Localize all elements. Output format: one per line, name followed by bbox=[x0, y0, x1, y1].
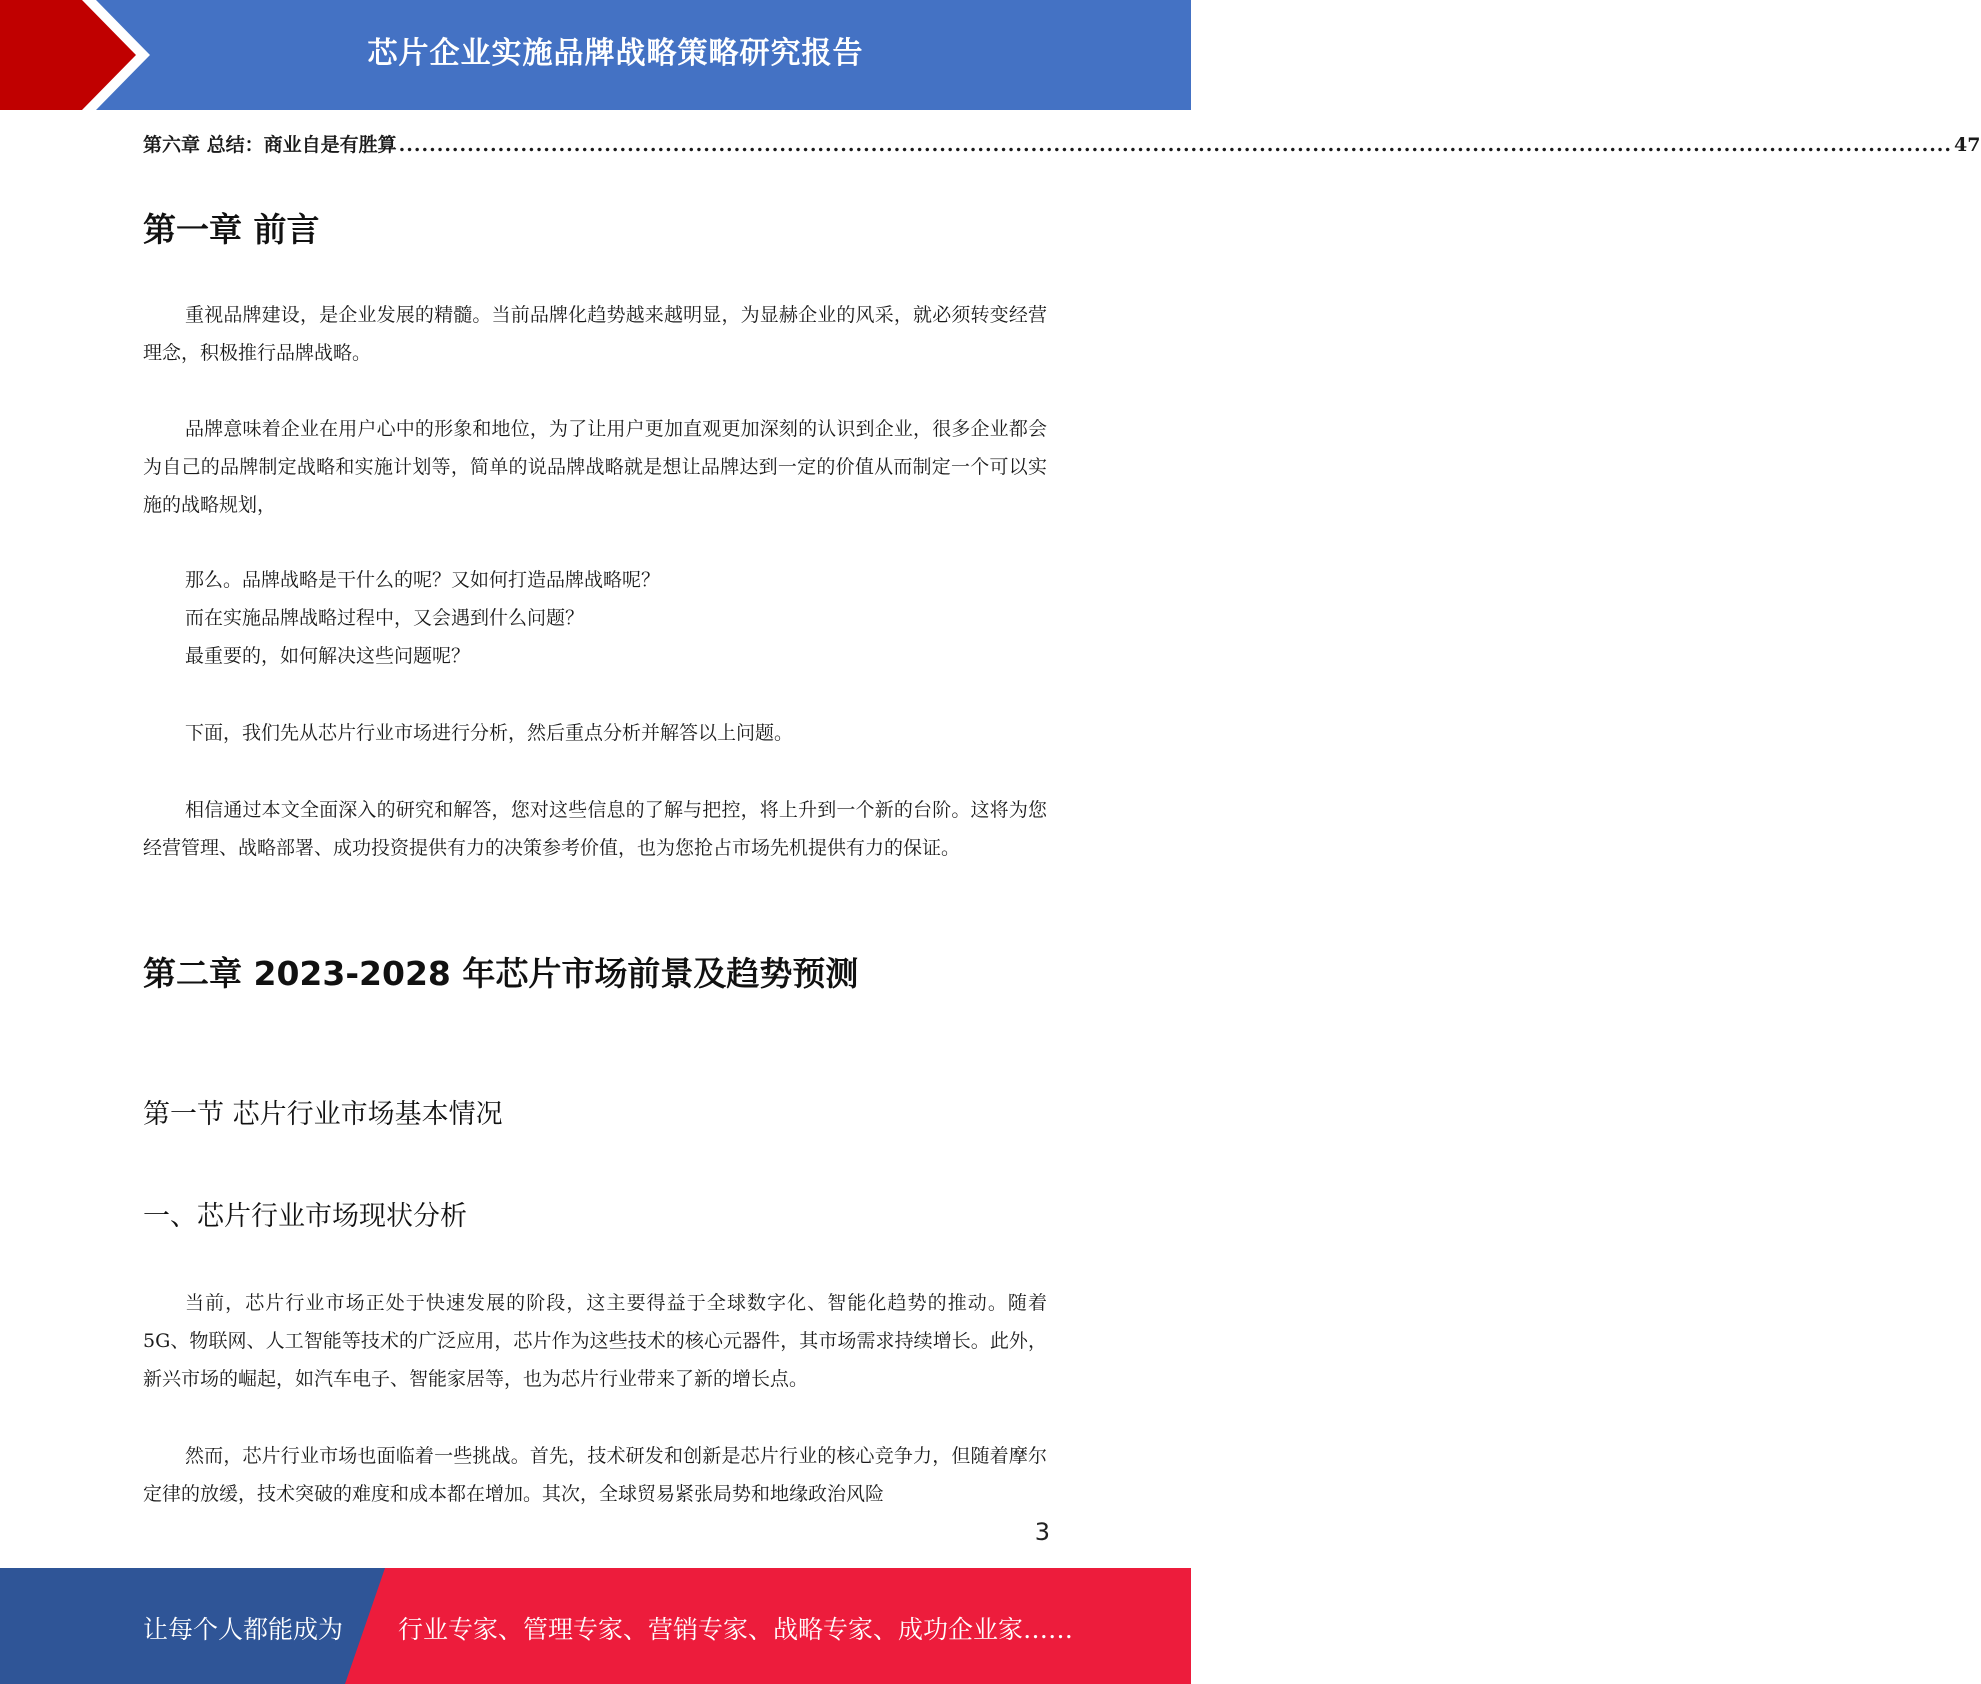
paragraph: 重视品牌建设，是企业发展的精髓。当前品牌化趋势越来越明显，为显赫企业的风采，就必须转变经营理念，积极推行品牌战略。 bbox=[143, 304, 1047, 364]
toc-entry-label: 第六章 总结：商业自是有胜算 bbox=[143, 134, 397, 156]
toc-entry-page: 47 bbox=[1954, 134, 1981, 156]
paragraph: 那么。品牌战略是干什么的呢？又如何打造品牌战略呢？ bbox=[185, 569, 661, 591]
chapter-heading: 第二章 2023-2028 年芯片市场前景及趋势预测 bbox=[143, 954, 859, 993]
toc-leader-dots: ............................................................................................................................................................................................................ bbox=[398, 134, 1953, 156]
footer-slogan-right: 行业专家、管理专家、营销专家、战略专家、成功企业家…… bbox=[398, 1615, 1074, 1644]
paragraph: 最重要的，如何解决这些问题呢？ bbox=[185, 645, 471, 667]
paragraph: 然而，芯片行业市场也面临着一些挑战。首先，技术研发和创新是芯片行业的核心竞争力，但随着摩尔定律的放缓，技术突破的难度和成本都在增加。其次，全球贸易紧张局势和地缘政治风险 bbox=[143, 1445, 1047, 1505]
page-number: 3 bbox=[1034, 1518, 1050, 1546]
chapter-heading: 第一章 前言 bbox=[143, 210, 320, 249]
toc-entry[interactable] bbox=[143, 130, 1981, 157]
paragraph: 品牌意味着企业在用户心中的形象和地位，为了让用户更加直观更加深刻的认识到企业，很多企业都会为自己的品牌制定战略和实施计划等，简单的说品牌战略就是想让品牌达到一定的价值从而制定一个可以实施的战略规划， bbox=[143, 418, 1047, 516]
section-heading: 第一节 芯片行业市场基本情况 bbox=[143, 1099, 503, 1130]
paragraph: 而在实施品牌战略过程中，又会遇到什么问题？ bbox=[185, 607, 585, 629]
footer-slogan-left: 让每个人都能成为 bbox=[143, 1615, 344, 1644]
subsection-heading: 一、芯片行业市场现状分析 bbox=[143, 1201, 467, 1232]
paragraph: 当前，芯片行业市场正处于快速发展的阶段，这主要得益于全球数字化、智能化趋势的推动。随着 5G、物联网、人工智能等技术的广泛应用，芯片作为这些技术的核心元器件，其市场需求持续增长。此外，新兴市场的崛起，如汽车电子、智能家居等，也为芯片行业带来了新的增长点。 bbox=[143, 1292, 1047, 1390]
paragraph: 下面，我们先从芯片行业市场进行分析，然后重点分析并解答以上问题。 bbox=[185, 722, 794, 744]
paragraph: 相信通过本文全面深入的研究和解答，您对这些信息的了解与把控，将上升到一个新的台阶。这将为您经营管理、战略部署、成功投资提供有力的决策参考价值，也为您抢占市场先机提供有力的保证。 bbox=[143, 799, 1047, 859]
document-title: 芯片企业实施品牌战略策略研究报告 bbox=[367, 36, 864, 71]
